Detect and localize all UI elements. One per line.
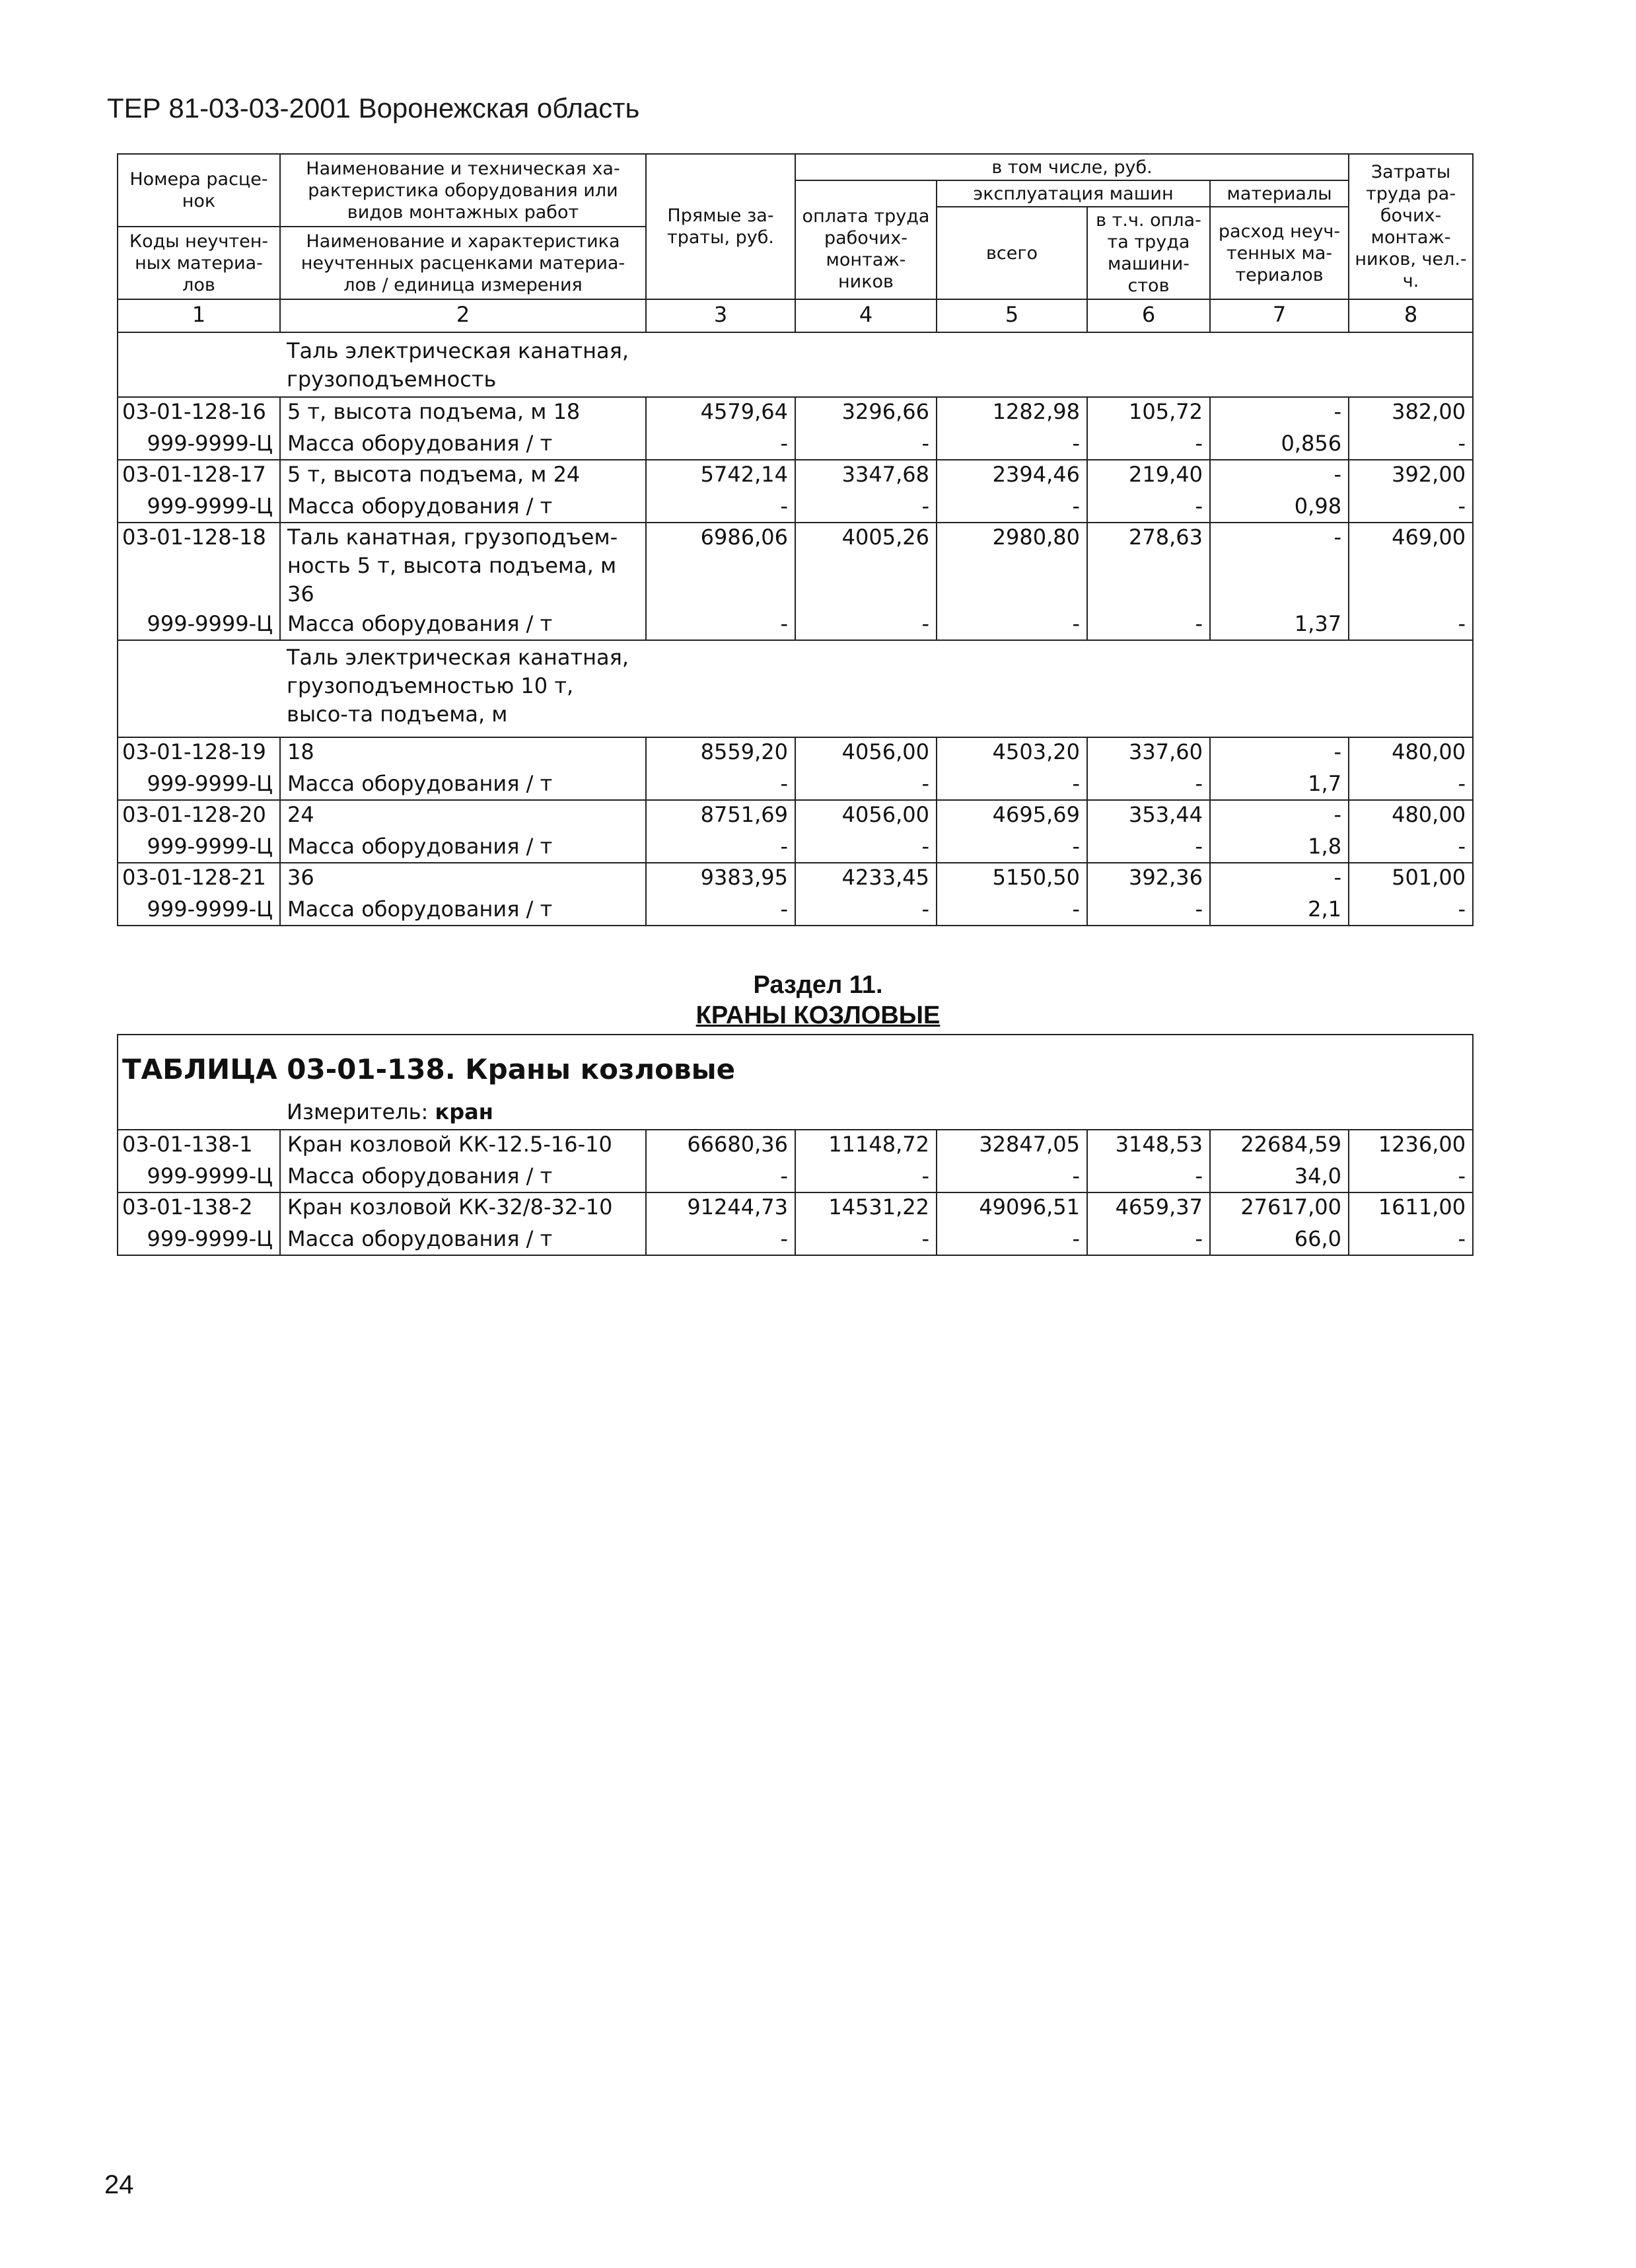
- cell-mname: Масса оборудования / т: [280, 832, 646, 863]
- cell-m6: -: [1087, 895, 1210, 926]
- col1-header-top: Номера расце-нок: [118, 154, 280, 227]
- cranes-table: [117, 1034, 1474, 1256]
- cell-c6: 392,36: [1087, 863, 1210, 895]
- cell-code: 03-01-128-18: [118, 523, 280, 610]
- cell-mcode: 999-9999-Ц: [118, 770, 280, 800]
- cell-code: 03-01-138-2: [118, 1192, 280, 1225]
- cell-mname: Масса оборудования / т: [280, 429, 646, 460]
- rates-table: [117, 153, 1474, 926]
- cell-c4: 4233,45: [795, 863, 937, 895]
- table-row: [118, 523, 1473, 610]
- table-row: [118, 1130, 1473, 1162]
- cell-code: 03-01-128-16: [118, 397, 280, 429]
- cell-m5: -: [937, 895, 1087, 926]
- page-number: 24: [104, 2170, 134, 2199]
- cell-c5: 2980,80: [937, 523, 1087, 610]
- cell-c3: 8559,20: [646, 737, 795, 770]
- col-number: 1: [118, 299, 280, 332]
- group-title: Таль электрическая канатная, грузоподъемность: [287, 338, 629, 392]
- cell-mcode: 999-9999-Ц: [118, 832, 280, 863]
- material-row: [118, 770, 1473, 800]
- cell-m3: -: [646, 610, 795, 640]
- cell-m3: -: [646, 832, 795, 863]
- cell-c3: 4579,64: [646, 397, 795, 429]
- cell-c4: 3296,66: [795, 397, 937, 429]
- cell-m7: 0,98: [1210, 492, 1349, 523]
- material-row: [118, 895, 1473, 926]
- cell-c3: 9383,95: [646, 863, 795, 895]
- cell-c5: 4695,69: [937, 800, 1087, 832]
- material-row: [118, 610, 1473, 640]
- col3-header: Прямые за-траты, руб.: [646, 154, 795, 299]
- cell-name: Кран козловой КК-32/8-32-10: [280, 1192, 646, 1225]
- document-header: ТЕР 81-03-03-2001 Воронежская область: [107, 92, 640, 124]
- cell-m4: -: [795, 1162, 937, 1192]
- machines-header: эксплуатация машин: [937, 180, 1210, 207]
- col-number: 3: [646, 299, 795, 332]
- group-title: Таль электрическая канатная, грузоподъемностью 10 т, высо-та подъема, м: [287, 645, 629, 727]
- measure-row: [280, 1098, 1473, 1130]
- col2-header-bottom: Наименование и характеристика неучтенных расценками материа-лов / единица измерения: [280, 227, 646, 299]
- material-row: [118, 492, 1473, 523]
- cell-m7: 1,8: [1210, 832, 1349, 863]
- cell-code: 03-01-128-21: [118, 863, 280, 895]
- cell-c4: 4005,26: [795, 523, 937, 610]
- cell-m4: -: [795, 492, 937, 523]
- table-row: [118, 863, 1473, 895]
- cell-m3: -: [646, 770, 795, 800]
- cell-c7: -: [1210, 397, 1349, 429]
- cell-c6: 278,63: [1087, 523, 1210, 610]
- cell-c4: 4056,00: [795, 800, 937, 832]
- cell-m8: -: [1349, 895, 1473, 926]
- col-number: 7: [1210, 299, 1349, 332]
- cell-m5: -: [937, 610, 1087, 640]
- table-row: [118, 800, 1473, 832]
- cell-c6: 337,60: [1087, 737, 1210, 770]
- cell-c5: 32847,05: [937, 1130, 1087, 1162]
- cell-c7: 27617,00: [1210, 1192, 1349, 1225]
- col-number: 4: [795, 299, 937, 332]
- cell-m8: -: [1349, 832, 1473, 863]
- cell-m8: -: [1349, 1162, 1473, 1192]
- cell-mcode: 999-9999-Ц: [118, 429, 280, 460]
- cell-c8: 501,00: [1349, 863, 1473, 895]
- cell-m4: -: [795, 832, 937, 863]
- table-title: ТАБЛИЦА 03-01-138. Краны козловые: [118, 1035, 1473, 1098]
- cell-c8: 480,00: [1349, 800, 1473, 832]
- cell-c4: 11148,72: [795, 1130, 937, 1162]
- table-row: [118, 1192, 1473, 1225]
- cell-c6: 3148,53: [1087, 1130, 1210, 1162]
- cell-m7: 1,37: [1210, 610, 1349, 640]
- cell-code: 03-01-128-17: [118, 460, 280, 492]
- cell-m7: 34,0: [1210, 1162, 1349, 1192]
- cell-m4: -: [795, 770, 937, 800]
- cell-mcode: 999-9999-Ц: [118, 1225, 280, 1255]
- cell-mname: Масса оборудования / т: [280, 1162, 646, 1192]
- cell-m8: -: [1349, 429, 1473, 460]
- col7-header: расход неуч-тенных ма-териалов: [1210, 207, 1349, 299]
- material-row: [118, 1225, 1473, 1255]
- col1-header-bottom: Коды неучтен-ных материа-лов: [118, 227, 280, 299]
- cell-m6: -: [1087, 770, 1210, 800]
- cell-c6: 353,44: [1087, 800, 1210, 832]
- table-row: [118, 460, 1473, 492]
- col4-header: оплата труда рабочих-монтаж-ников: [795, 180, 937, 299]
- cell-c8: 480,00: [1349, 737, 1473, 770]
- cell-c6: 105,72: [1087, 397, 1210, 429]
- cell-m3: -: [646, 429, 795, 460]
- cell-m5: -: [937, 1162, 1087, 1192]
- cell-c8: 1611,00: [1349, 1192, 1473, 1225]
- cell-name: 5 т, высота подъема, м 24: [280, 460, 646, 492]
- cell-name: Кран козловой КК-12.5-16-10: [280, 1130, 646, 1162]
- cell-c5: 49096,51: [937, 1192, 1087, 1225]
- cell-m5: -: [937, 492, 1087, 523]
- cell-c3: 5742,14: [646, 460, 795, 492]
- cell-m4: -: [795, 895, 937, 926]
- cell-m5: -: [937, 1225, 1087, 1255]
- table-row: [118, 737, 1473, 770]
- col6-header: в т.ч. опла-та труда машини-стов: [1087, 207, 1210, 299]
- cell-m4: -: [795, 610, 937, 640]
- col-number: 2: [280, 299, 646, 332]
- col5-header: всего: [937, 207, 1087, 299]
- cell-m8: -: [1349, 1225, 1473, 1255]
- cell-m5: -: [937, 429, 1087, 460]
- cell-m7: 1,7: [1210, 770, 1349, 800]
- cell-mname: Масса оборудования / т: [280, 770, 646, 800]
- col2-header-top: Наименование и техническая ха-рактеристика оборудования или видов монтажных работ: [280, 154, 646, 227]
- cell-m8: -: [1349, 610, 1473, 640]
- cell-m5: -: [937, 832, 1087, 863]
- cell-code: 03-01-128-19: [118, 737, 280, 770]
- cell-c5: 4503,20: [937, 737, 1087, 770]
- cell-c7: -: [1210, 460, 1349, 492]
- cell-c5: 2394,46: [937, 460, 1087, 492]
- cell-m6: -: [1087, 610, 1210, 640]
- cell-m6: -: [1087, 1162, 1210, 1192]
- cell-mname: Масса оборудования / т: [280, 492, 646, 523]
- cell-name: 5 т, высота подъема, м 18: [280, 397, 646, 429]
- measure-value: кран: [435, 1099, 493, 1124]
- cell-mcode: 999-9999-Ц: [118, 492, 280, 523]
- cell-mname: Масса оборудования / т: [280, 1225, 646, 1255]
- cell-c3: 91244,73: [646, 1192, 795, 1225]
- cell-m3: -: [646, 1225, 795, 1255]
- cell-c8: 392,00: [1349, 460, 1473, 492]
- cell-m8: -: [1349, 770, 1473, 800]
- section-number: Раздел 11.: [753, 971, 883, 999]
- cell-m6: -: [1087, 429, 1210, 460]
- section-heading: [0, 970, 1636, 1031]
- cell-c3: 8751,69: [646, 800, 795, 832]
- group-header: в том числе, руб.: [795, 154, 1349, 180]
- material-row: [118, 429, 1473, 460]
- materials-header: материалы: [1210, 180, 1349, 207]
- cell-m7: 2,1: [1210, 895, 1349, 926]
- cell-code: 03-01-138-1: [118, 1130, 280, 1162]
- cell-c4: 3347,68: [795, 460, 937, 492]
- col8-header: Затраты труда ра-бочих-монтаж-ников, чел.-ч.: [1349, 154, 1473, 299]
- material-row: [118, 832, 1473, 863]
- cell-m5: -: [937, 770, 1087, 800]
- cell-m6: -: [1087, 1225, 1210, 1255]
- cell-c6: 219,40: [1087, 460, 1210, 492]
- material-row: [118, 1162, 1473, 1192]
- cell-c8: 382,00: [1349, 397, 1473, 429]
- cell-m3: -: [646, 492, 795, 523]
- cell-c7: -: [1210, 523, 1349, 610]
- cell-mname: Масса оборудования / т: [280, 895, 646, 926]
- cell-name: Таль канатная, грузоподъем-ность 5 т, высота подъема, м 36: [280, 523, 646, 610]
- cell-m7: 66,0: [1210, 1225, 1349, 1255]
- section-title: КРАНЫ КОЗЛОВЫЕ: [695, 1002, 941, 1029]
- cell-c5: 1282,98: [937, 397, 1087, 429]
- cell-m7: 0,856: [1210, 429, 1349, 460]
- cell-m3: -: [646, 895, 795, 926]
- cell-c4: 14531,22: [795, 1192, 937, 1225]
- cell-c8: 469,00: [1349, 523, 1473, 610]
- cell-mname: Масса оборудования / т: [280, 610, 646, 640]
- col-number: 5: [937, 299, 1087, 332]
- cell-c7: 22684,59: [1210, 1130, 1349, 1162]
- cell-m6: -: [1087, 832, 1210, 863]
- cell-c7: -: [1210, 800, 1349, 832]
- cell-c7: -: [1210, 863, 1349, 895]
- cell-m4: -: [795, 1225, 937, 1255]
- table-row: [118, 397, 1473, 429]
- col-number: 6: [1087, 299, 1210, 332]
- cell-c8: 1236,00: [1349, 1130, 1473, 1162]
- cell-code: 03-01-128-20: [118, 800, 280, 832]
- cell-m3: -: [646, 1162, 795, 1192]
- cell-c7: -: [1210, 737, 1349, 770]
- cell-m8: -: [1349, 492, 1473, 523]
- cell-c5: 5150,50: [937, 863, 1087, 895]
- cell-name: 36: [280, 863, 646, 895]
- measure-label: Измеритель:: [287, 1099, 429, 1124]
- cell-m4: -: [795, 429, 937, 460]
- cell-c3: 6986,06: [646, 523, 795, 610]
- cell-mcode: 999-9999-Ц: [118, 610, 280, 640]
- cell-m6: -: [1087, 492, 1210, 523]
- cell-mcode: 999-9999-Ц: [118, 895, 280, 926]
- col-number: 8: [1349, 299, 1473, 332]
- cell-name: 18: [280, 737, 646, 770]
- cell-mcode: 999-9999-Ц: [118, 1162, 280, 1192]
- cell-name: 24: [280, 800, 646, 832]
- cell-c4: 4056,00: [795, 737, 937, 770]
- cell-c6: 4659,37: [1087, 1192, 1210, 1225]
- cell-c3: 66680,36: [646, 1130, 795, 1162]
